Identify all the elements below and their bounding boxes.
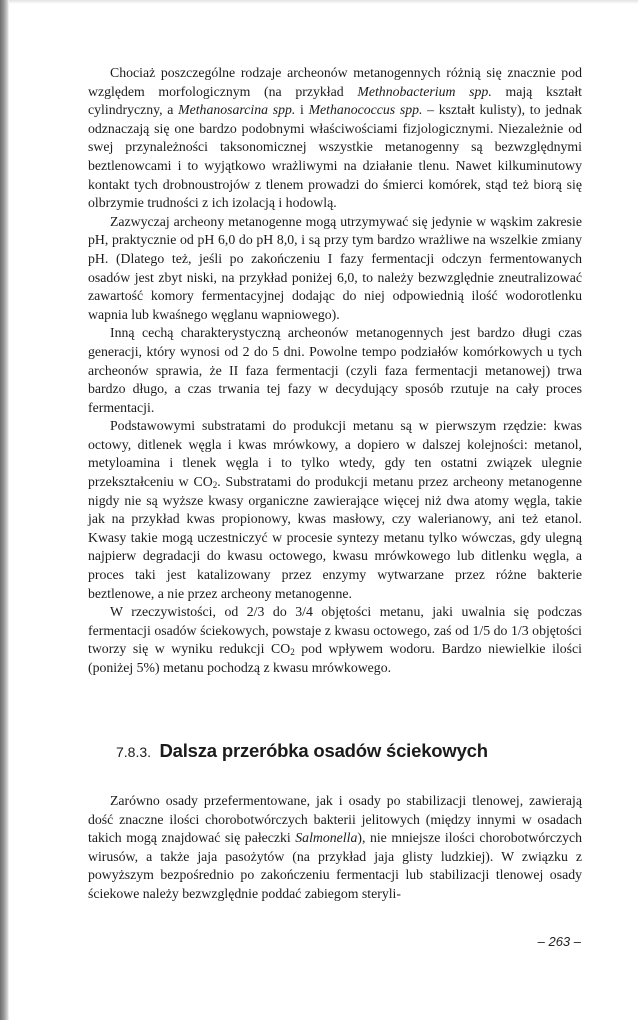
paragraph-1: [88, 64, 582, 213]
text-run: mają kształt cylindryczny, a: [88, 83, 582, 118]
page-number: – 263 –: [537, 934, 581, 949]
paragraph-2: [88, 213, 582, 325]
body-text-top: [88, 64, 582, 678]
text-run: Chociaż poszczególne rodzaje archeonów metanogennych różnią się znacznie pod względem morfologicznym (na przykład: [88, 65, 582, 99]
italic-term: Methnobacterium spp.: [357, 83, 492, 99]
text-run: i: [295, 102, 309, 118]
text-run: W rzeczywistości, od 2/3 do 3/4 objętości metanu, jaki uwalnia się podczas fermentacji osadów ściekowych, powstaje z kwasu octowego, zaś od 1/5 do 1/3 objętości tworzy się w wyniku redukcji CO: [88, 604, 582, 657]
section-number: 7.8.3.: [116, 744, 152, 760]
text-run: Inną cechą charakterystyczną archeonów metanogennych jest bardzo długi czas generacji, który wynosi od 2 do 5 dni. Powolne tempo podziałów komórkowych u tych archeonów sprawia, że II faza fermentacji (czyli faza fermentacji metanowej) trwa bardzo długo, a czas trwania tej fazy w decydujący sposób rzutuje na cały proces fermentacji.: [88, 325, 582, 415]
subscript: 2: [290, 647, 295, 658]
italic-term: Salmonella: [295, 830, 358, 846]
text-run: – kształt kulisty), to jednak odznaczają się one bardzo podobnymi właściwościami fizjologicznymi. Niezależnie od swej przynależności taksonomicznej wszystkie metanogenny są bezwzględnymi beztlenowcami i to wyjątkowo wrażliwymi na działanie tlenu. Nawet kilkuminutowy kontakt tych drobnoustrojów z tlenem prowadzi do śmierci komórek, stąd też biorą się olbrzymie trudności z ich izolacją i hodowlą.: [88, 102, 582, 211]
text-run: Podstawowymi substratami do produkcji metanu są w pierwszym rzędzie: kwas octowy, ditlenek węgla i kwas mrówkowy, a dopiero w dalszej kolejności: metanol, metyloamina i tlenek węgla i to tylko wtedy, gdy ten ostatni związek ulegnie przekształceniu w CO: [88, 418, 582, 490]
section-title: Dalsza przeróbka osadów ściekowych: [159, 740, 488, 761]
text-run: . Substratami do produkcji metanu przez archeony metanogenne nigdy nie są wyższe kwasy organiczne zawierające więcej niż dwa atomy węgla, takie jak na przykład kwas propionowy, kwas masłowy, czy walerianowy, ani też etanol. Kwasy takie mogą uczestniczyć w procesie syntezy metanu tylko wówczas, gdy ulegną najpierw degradacji do kwasu octowego, kwasu mrówkowego lub ditlenku węgla, a proces taki jest katalizowany przez enzymy wytwarzane przez różne bakterie beztlenowe, a nie przez archeony metanogenne.: [88, 474, 583, 601]
text-run: Zazwyczaj archeony metanogenne mogą utrzymywać się jedynie w wąskim zakresie pH, praktycznie od pH 6,0 do pH 8,0, i są przy tym bardzo wrażliwe na wszelkie zmiany pH. (Dlatego też, jeśli po zakończeniu I fazy fermentacji odczyn fermentowanych osadów jest zbyt niski, na przykład poniżej 6,0, to należy bezwzględnie zneutralizować zawartość komory fermentacyjnej dodając do niej odpowiednią ilość wodorotlenku wapnia lub kwaśnego węglanu wapniowego).: [88, 213, 582, 322]
book-spine-edge: [0, 0, 9, 1020]
paragraph-3: [88, 324, 582, 417]
paragraph-5: [88, 603, 582, 677]
scan-top-shadow: [0, 0, 638, 4]
paragraph-6: [88, 792, 582, 904]
paragraph-4: [88, 417, 582, 603]
text-run: Zarówno osady przefermentowane, jak i osady po stabilizacji tlenowej, zawierają dość znaczne ilości chorobotwórczych bakterii jelitowych (między innymi w osadach takich mogą znajdować się pałeczki: [88, 793, 582, 846]
body-text-bottom: [88, 792, 582, 904]
text-run: ), nie mniejsze ilości chorobotwórczych wirusów, a także jaja pasożytów (na przykład jaja glisty ludzkiej). W związku z powyższym bezpośrednio po zakończeniu fermentacji lub stabilizacji tlenowej osady ściekowe należy bezwzględnie poddać zabiegom steryli-: [88, 830, 582, 901]
subscript: 2: [212, 480, 218, 491]
text-run: pod wpływem wodoru. Bardzo niewielkie ilości (poniżej 5%) metanu pochodzą z kwasu mrówkowego.: [88, 641, 583, 675]
section-heading: [116, 740, 586, 762]
italic-term: Methanococcus spp.: [308, 102, 423, 118]
italic-term: Methanosarcina spp.: [178, 102, 296, 118]
